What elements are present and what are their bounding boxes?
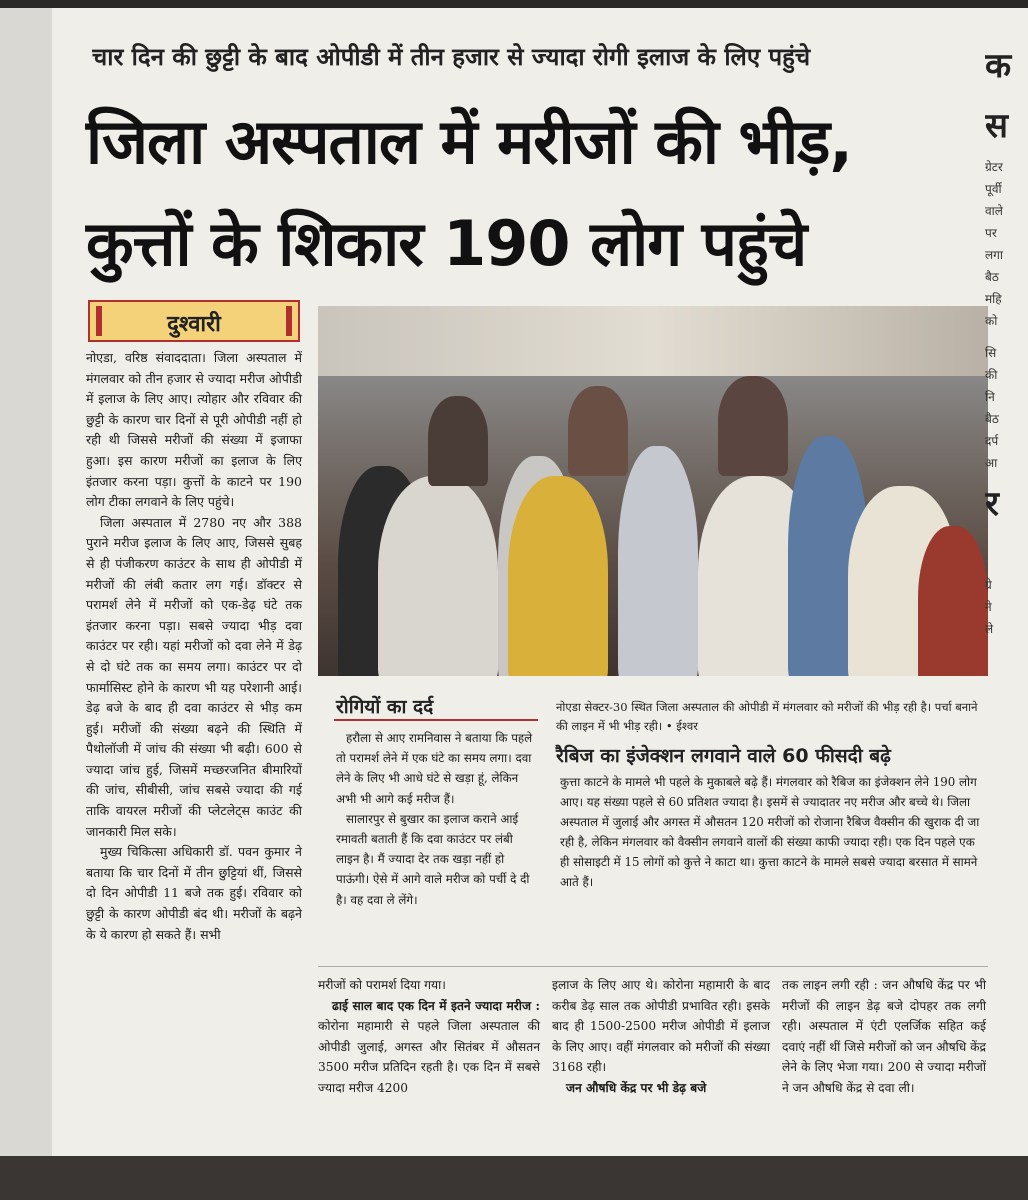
side-fragment: महि xyxy=(985,292,1002,306)
article-paragraph: नोएडा, वरिष्ठ संवाददाता। जिला अस्पताल में मंगलवार को तीन हजार से ज्यादा मरीज ओपीडी में इलाज के लिए आए। त्योहार और रविवार की छुट्टी के कारण चार दिनों से पूरी ओपीडी नहीं हो रही थी जिससे मरीजों की संख्या में इजाफा हुआ। इस कारण मरीजों का इलाज के लिए इंतजार करना पड़ा। कुत्तों के काटने पर 190 लोग टीका लगवाने के लिए पहुंचे। xyxy=(86,350,302,510)
article-column-4: तक लाइन लगी रही : जन औषधि केंद्र पर भी मरीजों की लाइन डेढ़ बजे दोपहर तक लगी रही। अस्पताल में एंटी एलर्जिक सहित कई दवाएं नहीं थीं जिसे मरीजों को जन औषधि केंद्र लेने के लिए भेजा गया। 200 से ज्यादा मरीजों ने जन औषधि केंद्र से दवा ली। xyxy=(782,978,986,1095)
patients-pain-box xyxy=(336,728,536,910)
article-paragraph: मुख्य चिकित्सा अधिकारी डॉ. पवन कुमार ने बताया कि चार दिनों में तीन छुट्टियां थीं, जिससे दो दिन ओपीडी 11 बजे तक हुई। रविवार को छुट्टी के कारण ओपीडी बंद थी। मरीजों के बढ़ने के ये कारण हो सकते हैं। सभी xyxy=(86,844,302,942)
rabies-text: कुत्ता काटने के मामले भी पहले के मुकाबले बढ़े हैं। मंगलवार को रैबिज का इंजेक्शन लेने 190 लोग आए। यह संख्या पहले से 60 प्रतिशत ज्यादा है। इसमें से ज्यादातर नए मरीज और बच्चे थे। जिला अस्पताल में जुलाई और अगस्त में औसतन 120 मरीजों को रोजाना रैबिज वैक्सीन की खुराक दी जा रही है, लेकिन मंगलवार को वैक्सीन लगवाने वालों की संख्या काफी ज्यादा रही। एक दिन पहले एक ही सोसाइटी में 15 लोगों को कुत्ते ने काटा था। कुत्ता काटने के मामले सबसे ज्यादा बरसात में सामने आते हैं। xyxy=(560,775,980,889)
box-title-patients-pain: रोगियों का दर्द xyxy=(336,696,434,718)
adjacent-article-fragment xyxy=(985,36,1028,1136)
side-fragment: दर्प xyxy=(985,434,999,448)
photo-ceiling xyxy=(318,306,988,376)
box-paragraph: सालारपुर से बुखार का इलाज कराने आई रमावती बताती हैं कि दवा काउंटर पर लंबी लाइन है। मैं ज्यादा देर तक खड़ा नहीं हो पाऊंगी। ऐसे में आगे वाले मरीज को पर्ची दे दी है। वह दवा ले लेंगे। xyxy=(336,811,530,907)
section-tag-label: दुश्वारी xyxy=(167,312,221,337)
inline-subheading: ढाई साल बाद एक दिन में इतने ज्यादा मरीज : xyxy=(332,998,540,1013)
photo-person xyxy=(508,476,608,676)
box-title-underline xyxy=(334,719,538,721)
article-text: कोरोना महामारी से पहले जिला अस्पताल की ओपीडी जुलाई, अगस्त और सितंबर में औसतन 3500 मरीज प्रतिदिन रहती है। एक दिन में सबसे ज्यादा मरीज 4200 xyxy=(318,1019,540,1095)
side-fragment: ग्रे xyxy=(985,578,992,592)
main-headline-line2: कुत्तों के शिकार 190 लोग पहुंचे xyxy=(86,207,807,280)
inline-subheading: जन औषधि केंद्र पर भी डेढ़ बजे xyxy=(566,1080,707,1095)
article-column-3 xyxy=(552,975,770,1099)
side-fragment: वाले xyxy=(985,204,1003,218)
article-body-column xyxy=(86,348,302,945)
photo-person xyxy=(718,376,788,476)
side-fragment: ने xyxy=(985,600,992,614)
article-paragraph: इलाज के लिए आए थे। कोरोना महामारी के बाद करीब डेढ़ साल तक ओपीडी प्रभावित रही। इसके बाद ही 1500-2500 मरीज ओपीडी में इलाज के लिए आए। वहीं मंगलवार को मरीजों की संख्या 3168 रही। xyxy=(552,978,770,1075)
side-fragment: नि xyxy=(985,390,995,404)
side-fragment: लगा xyxy=(985,248,1004,262)
photo-caption: नोएडा सेक्टर-30 स्थित जिला अस्पताल की ओपीडी में मंगलवार को मरीजों की भीड़ रही है। पर्चा बनाने की लाइन में भी भीड़ रही। • ईश्वर xyxy=(556,700,978,733)
screen-bottom-bar xyxy=(0,1156,1028,1200)
photo-person xyxy=(378,476,498,676)
side-fragment: को xyxy=(985,314,998,328)
article-column-2 xyxy=(318,975,540,1099)
page-fold-edge xyxy=(0,8,52,1156)
main-headline-line1: जिला अस्पताल में मरीजों की भीड़, xyxy=(86,105,852,178)
section-tag xyxy=(88,300,300,342)
article-paragraph: जिला अस्पताल में 2780 नए और 388 पुराने मरीज इलाज के लिए आए, जिससे सुबह से ही पंजीकरण काउंटर के साथ ही ओपीडी में मरीजों की लंबी कतार लग गई। डॉक्टर से परामर्श लेने में मरीजों को एक-डेढ़ घंटे तक इंतजार करना पड़ा। सबसे ज्यादा भीड़ दवा काउंटर पर रही। यहां मरीजों को दवा लेने में डेढ़ से दो घंटे तक का समय लगा। काउंटर पर दो फार्मासिस्ट होने के कारण भी यह परेशानी आई। डेढ़ बजे के बाद ही दवा काउंटर से भीड़ कम हुई। मरीजों की संख्या बढ़ने की स्थिति में पैथोलॉजी में जांच की संख्या भी बढ़ी। 600 से ज्यादा जांच हुई, जिसमें मच्छरजनित बीमारियों की जांच, सीबीसी, जांच सबसे ज्यादा की गई ताकि वायरल मरीजों की प्लेटलेट्स काउंट की जानकारी मिल सके। xyxy=(86,514,302,839)
photo-person xyxy=(918,526,988,676)
side-fragment: पूर्वी xyxy=(985,182,1002,196)
photo-person xyxy=(428,396,488,486)
side-fragment: ग्रेटर xyxy=(985,160,1003,174)
article-paragraph xyxy=(318,996,540,1099)
photo-person xyxy=(568,386,628,476)
kicker-headline: चार दिन की छुट्टी के बाद ओपीडी में तीन हजार से ज्यादा रोगी इलाज के लिए पहुंचे xyxy=(92,43,811,71)
photo-caption-pointer xyxy=(576,676,596,688)
side-fragment: क xyxy=(985,46,1012,86)
rabies-subheading: रैबिज का इंजेक्शन लगवाने वाले 60 फीसदी बढ़े xyxy=(556,745,891,767)
side-fragment: स xyxy=(985,106,1008,146)
side-fragment: बैठ xyxy=(985,412,999,426)
box-paragraph: हरौला से आए रामनिवास ने बताया कि पहले तो परामर्श लेने में एक घंटे का समय लगा। दवा लेने के लिए भी आधे घंटे से खड़ा हूं, लेकिन अभी भी आगे कई मरीज हैं। xyxy=(336,731,533,806)
column-divider xyxy=(318,966,988,967)
side-fragment: आ xyxy=(985,456,998,470)
article-paragraph: मरीजों को परामर्श दिया गया। xyxy=(318,978,446,992)
side-fragment: सि xyxy=(985,346,997,360)
side-fragment: बैठ xyxy=(985,270,999,284)
photo-person xyxy=(618,446,698,676)
crowd-photo xyxy=(318,306,988,676)
side-fragment: पर xyxy=(985,226,997,240)
side-fragment: की xyxy=(985,368,998,382)
side-fragment: र xyxy=(985,484,999,524)
side-fragment: ले xyxy=(985,622,994,636)
